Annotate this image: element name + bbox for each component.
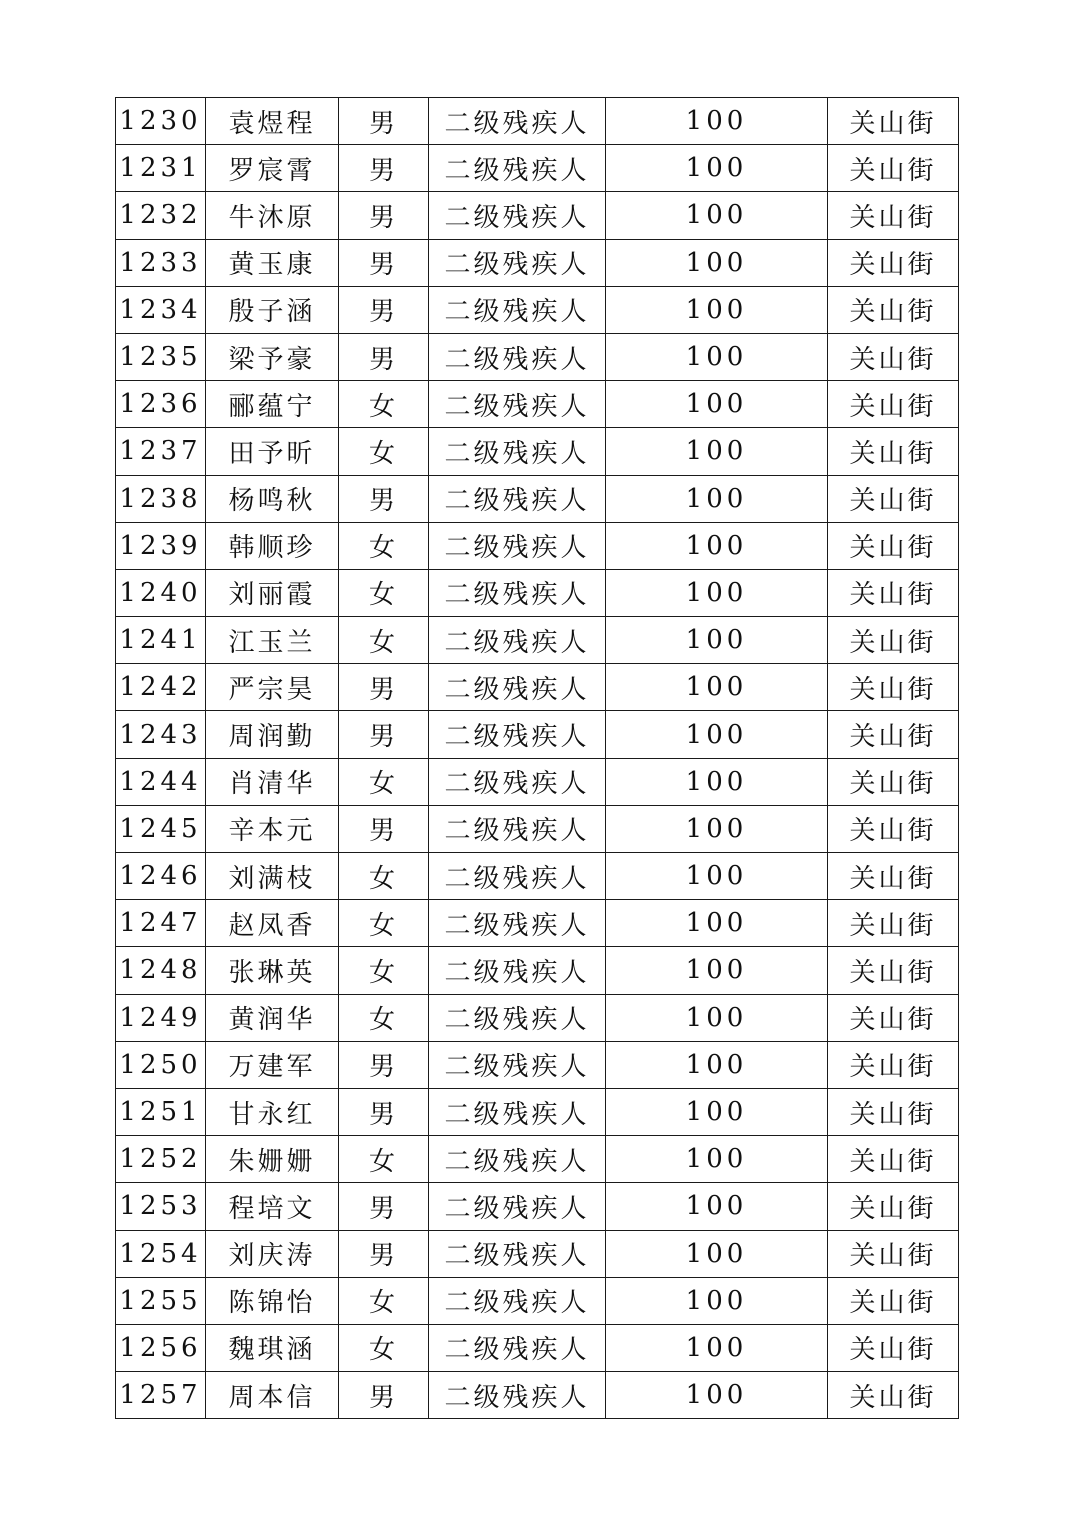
cell-serial-number: 1236 [116,381,206,428]
cell-gender: 女 [339,1136,429,1183]
cell-gender: 男 [339,239,429,286]
table-row [116,1041,959,1088]
cell-amount: 100 [606,853,828,900]
cell-name: 罗宸霄 [206,145,339,192]
cell-gender: 男 [339,98,429,145]
cell-serial-number: 1256 [116,1324,206,1371]
cell-street: 关山街 [828,664,959,711]
table-row [116,758,959,805]
cell-amount: 100 [606,1088,828,1135]
cell-name: 田予昕 [206,428,339,475]
table-row [116,569,959,616]
cell-disability-category: 二级残疾人 [429,1183,606,1230]
cell-gender: 女 [339,947,429,994]
cell-amount: 100 [606,711,828,758]
cell-disability-category: 二级残疾人 [429,286,606,333]
cell-street: 关山街 [828,1230,959,1277]
table-row [116,192,959,239]
cell-amount: 100 [606,900,828,947]
cell-serial-number: 1255 [116,1277,206,1324]
cell-gender: 男 [339,1230,429,1277]
cell-street: 关山街 [828,1183,959,1230]
cell-serial-number: 1244 [116,758,206,805]
cell-disability-category: 二级残疾人 [429,333,606,380]
cell-serial-number: 1241 [116,617,206,664]
cell-street: 关山街 [828,475,959,522]
cell-disability-category: 二级残疾人 [429,664,606,711]
cell-disability-category: 二级残疾人 [429,994,606,1041]
cell-street: 关山街 [828,994,959,1041]
cell-disability-category: 二级残疾人 [429,569,606,616]
table-row [116,98,959,145]
cell-gender: 女 [339,428,429,475]
cell-name: 黄润华 [206,994,339,1041]
cell-gender: 男 [339,475,429,522]
cell-street: 关山街 [828,286,959,333]
cell-gender: 男 [339,1183,429,1230]
cell-gender: 男 [339,1088,429,1135]
cell-amount: 100 [606,664,828,711]
cell-disability-category: 二级残疾人 [429,428,606,475]
cell-gender: 女 [339,758,429,805]
cell-serial-number: 1235 [116,333,206,380]
cell-name: 殷子涵 [206,286,339,333]
cell-gender: 女 [339,522,429,569]
cell-serial-number: 1252 [116,1136,206,1183]
table-row [116,522,959,569]
table-row [116,711,959,758]
cell-street: 关山街 [828,522,959,569]
cell-serial-number: 1250 [116,1041,206,1088]
cell-name: 程培文 [206,1183,339,1230]
cell-street: 关山街 [828,239,959,286]
cell-gender: 女 [339,853,429,900]
cell-gender: 男 [339,192,429,239]
cell-amount: 100 [606,569,828,616]
cell-name: 袁煜程 [206,98,339,145]
cell-street: 关山街 [828,805,959,852]
cell-street: 关山街 [828,428,959,475]
cell-gender: 男 [339,1041,429,1088]
cell-disability-category: 二级残疾人 [429,1372,606,1419]
cell-name: 甘永红 [206,1088,339,1135]
cell-name: 江玉兰 [206,617,339,664]
cell-amount: 100 [606,1136,828,1183]
cell-disability-category: 二级残疾人 [429,522,606,569]
cell-disability-category: 二级残疾人 [429,1277,606,1324]
cell-disability-category: 二级残疾人 [429,900,606,947]
cell-disability-category: 二级残疾人 [429,1136,606,1183]
cell-amount: 100 [606,994,828,1041]
cell-serial-number: 1240 [116,569,206,616]
cell-serial-number: 1243 [116,711,206,758]
cell-serial-number: 1232 [116,192,206,239]
cell-amount: 100 [606,758,828,805]
cell-disability-category: 二级残疾人 [429,145,606,192]
cell-amount: 100 [606,1230,828,1277]
table-row [116,900,959,947]
cell-serial-number: 1231 [116,145,206,192]
cell-gender: 男 [339,664,429,711]
cell-name: 严宗昊 [206,664,339,711]
cell-amount: 100 [606,333,828,380]
cell-name: 周润勤 [206,711,339,758]
table-row [116,381,959,428]
cell-street: 关山街 [828,1324,959,1371]
cell-street: 关山街 [828,381,959,428]
cell-gender: 女 [339,569,429,616]
cell-name: 梁予豪 [206,333,339,380]
cell-disability-category: 二级残疾人 [429,192,606,239]
cell-amount: 100 [606,428,828,475]
table-row [116,664,959,711]
table-row [116,428,959,475]
table-row [116,947,959,994]
roster-table-body [116,98,959,1419]
cell-street: 关山街 [828,333,959,380]
cell-amount: 100 [606,522,828,569]
cell-disability-category: 二级残疾人 [429,947,606,994]
cell-name: 赵凤香 [206,900,339,947]
table-row [116,333,959,380]
cell-serial-number: 1253 [116,1183,206,1230]
table-row [116,1277,959,1324]
cell-amount: 100 [606,617,828,664]
cell-amount: 100 [606,98,828,145]
table-row [116,1183,959,1230]
cell-gender: 男 [339,805,429,852]
table-row [116,1230,959,1277]
cell-gender: 男 [339,1372,429,1419]
cell-disability-category: 二级残疾人 [429,475,606,522]
cell-name: 黄玉康 [206,239,339,286]
cell-gender: 女 [339,900,429,947]
cell-street: 关山街 [828,1088,959,1135]
cell-amount: 100 [606,805,828,852]
cell-disability-category: 二级残疾人 [429,98,606,145]
cell-street: 关山街 [828,192,959,239]
cell-street: 关山街 [828,1041,959,1088]
cell-street: 关山街 [828,1372,959,1419]
cell-serial-number: 1242 [116,664,206,711]
cell-amount: 100 [606,475,828,522]
cell-amount: 100 [606,1277,828,1324]
cell-amount: 100 [606,145,828,192]
cell-name: 杨鸣秋 [206,475,339,522]
cell-name: 辛本元 [206,805,339,852]
cell-serial-number: 1234 [116,286,206,333]
cell-amount: 100 [606,239,828,286]
cell-name: 刘庆涛 [206,1230,339,1277]
cell-name: 陈锦怡 [206,1277,339,1324]
cell-disability-category: 二级残疾人 [429,1230,606,1277]
cell-disability-category: 二级残疾人 [429,239,606,286]
table-row [116,475,959,522]
cell-disability-category: 二级残疾人 [429,1088,606,1135]
cell-gender: 女 [339,994,429,1041]
table-row [116,239,959,286]
cell-gender: 男 [339,333,429,380]
cell-serial-number: 1238 [116,475,206,522]
cell-serial-number: 1246 [116,853,206,900]
cell-name: 韩顺珍 [206,522,339,569]
cell-name: 刘满枝 [206,853,339,900]
cell-serial-number: 1247 [116,900,206,947]
cell-disability-category: 二级残疾人 [429,853,606,900]
cell-amount: 100 [606,947,828,994]
cell-gender: 男 [339,711,429,758]
cell-amount: 100 [606,286,828,333]
table-row [116,286,959,333]
cell-amount: 100 [606,1372,828,1419]
cell-serial-number: 1249 [116,994,206,1041]
cell-name: 周本信 [206,1372,339,1419]
cell-serial-number: 1254 [116,1230,206,1277]
cell-gender: 女 [339,617,429,664]
table-row [116,617,959,664]
cell-serial-number: 1251 [116,1088,206,1135]
cell-disability-category: 二级残疾人 [429,805,606,852]
cell-street: 关山街 [828,98,959,145]
cell-street: 关山街 [828,569,959,616]
table-row [116,1136,959,1183]
cell-amount: 100 [606,1183,828,1230]
cell-gender: 女 [339,381,429,428]
cell-serial-number: 1237 [116,428,206,475]
cell-disability-category: 二级残疾人 [429,381,606,428]
cell-amount: 100 [606,1041,828,1088]
cell-street: 关山街 [828,947,959,994]
roster-table [115,97,959,1419]
cell-name: 魏琪涵 [206,1324,339,1371]
cell-gender: 女 [339,1277,429,1324]
table-row [116,1324,959,1371]
cell-name: 刘丽霞 [206,569,339,616]
table-row [116,145,959,192]
cell-gender: 男 [339,145,429,192]
cell-name: 牛沐原 [206,192,339,239]
cell-disability-category: 二级残疾人 [429,1324,606,1371]
cell-disability-category: 二级残疾人 [429,1041,606,1088]
cell-name: 郦蕴宁 [206,381,339,428]
cell-disability-category: 二级残疾人 [429,711,606,758]
cell-street: 关山街 [828,711,959,758]
cell-street: 关山街 [828,1136,959,1183]
cell-disability-category: 二级残疾人 [429,758,606,805]
cell-gender: 女 [339,1324,429,1371]
cell-street: 关山街 [828,758,959,805]
cell-serial-number: 1245 [116,805,206,852]
cell-serial-number: 1239 [116,522,206,569]
cell-serial-number: 1233 [116,239,206,286]
cell-name: 张琳英 [206,947,339,994]
cell-street: 关山街 [828,1277,959,1324]
cell-street: 关山街 [828,900,959,947]
cell-amount: 100 [606,381,828,428]
table-row [116,805,959,852]
cell-name: 万建军 [206,1041,339,1088]
cell-street: 关山街 [828,853,959,900]
cell-disability-category: 二级残疾人 [429,617,606,664]
cell-serial-number: 1257 [116,1372,206,1419]
cell-amount: 100 [606,192,828,239]
cell-gender: 男 [339,286,429,333]
cell-name: 朱姗姗 [206,1136,339,1183]
cell-street: 关山街 [828,145,959,192]
cell-street: 关山街 [828,617,959,664]
table-row [116,994,959,1041]
cell-amount: 100 [606,1324,828,1371]
table-row [116,1088,959,1135]
table-row [116,853,959,900]
cell-serial-number: 1248 [116,947,206,994]
table-row [116,1372,959,1419]
cell-name: 肖清华 [206,758,339,805]
cell-serial-number: 1230 [116,98,206,145]
